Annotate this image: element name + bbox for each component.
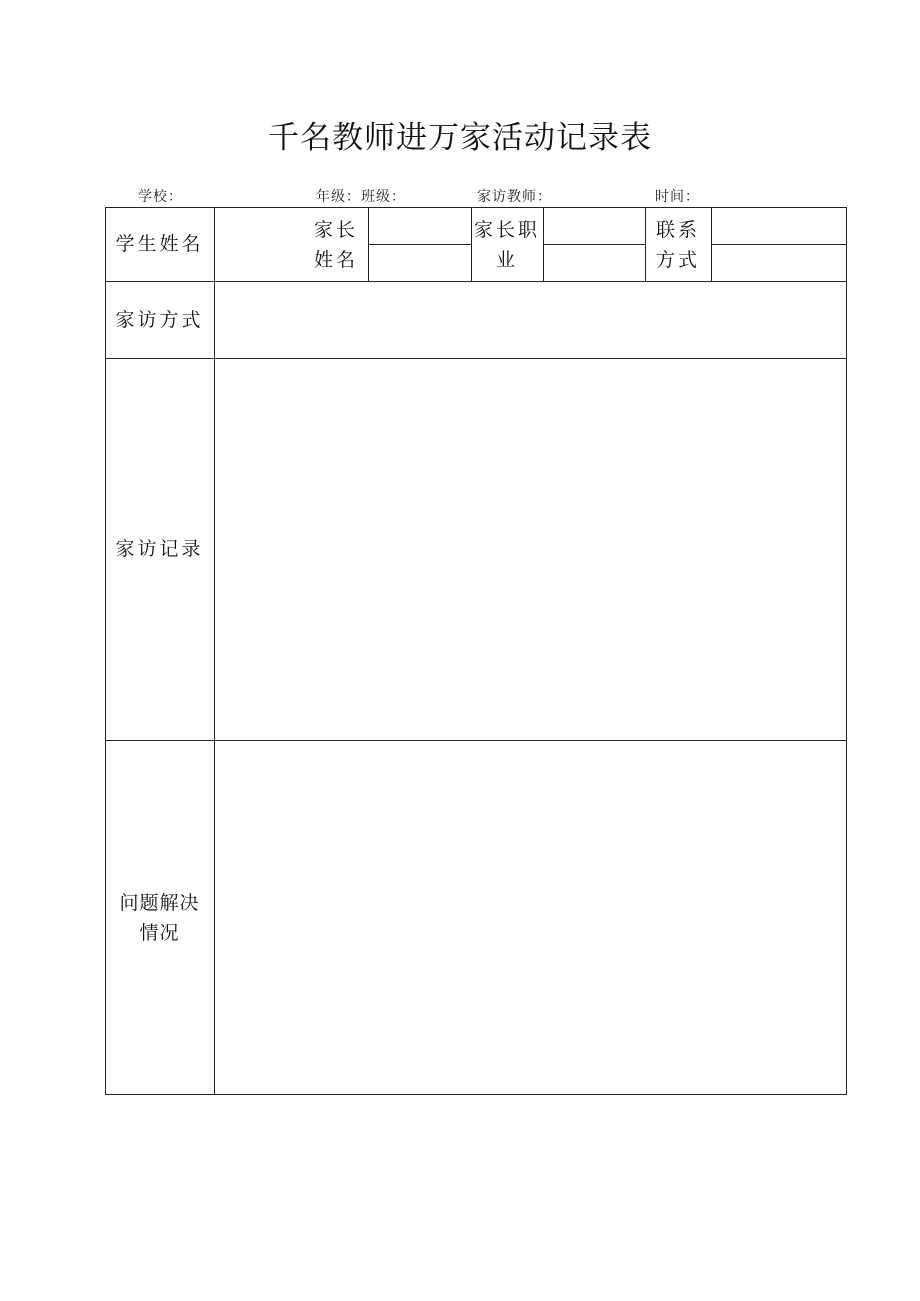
row-divider-3 bbox=[105, 740, 847, 741]
time-label: 时间： bbox=[655, 189, 700, 205]
contact-text-line1: 联系 bbox=[655, 219, 700, 241]
visit-record-text: 家访记录 bbox=[115, 538, 204, 560]
record-table bbox=[105, 207, 847, 1095]
visit-record-label bbox=[105, 358, 214, 740]
problem-resolution-label bbox=[105, 740, 214, 1095]
row-divider-2 bbox=[105, 358, 847, 359]
row-divider-1 bbox=[105, 281, 847, 282]
problem-text-line1: 问题解决 bbox=[119, 891, 200, 914]
grade-class-label: 年级：班级： bbox=[316, 189, 406, 205]
parent-name-text-line1: 家长 bbox=[313, 219, 358, 241]
parent-job-split bbox=[543, 244, 645, 245]
contact-split bbox=[711, 244, 847, 245]
student-name-text: 学生姓名 bbox=[115, 233, 204, 255]
contact-text-line2: 方式 bbox=[655, 249, 700, 271]
page-title: 千名教师进万家活动记录表 bbox=[268, 120, 652, 156]
parent-name-text-line2: 姓名 bbox=[313, 249, 358, 271]
parent-name-label bbox=[298, 215, 368, 275]
label-column-divider bbox=[214, 207, 215, 1095]
teacher-label: 家访教师： bbox=[477, 189, 552, 205]
problem-text-line2: 情况 bbox=[139, 921, 180, 944]
contact-label bbox=[645, 215, 711, 275]
parent-job-text-line2: 业 bbox=[495, 249, 518, 271]
visit-method-text: 家访方式 bbox=[115, 308, 204, 331]
parent-job-text-line1: 家长职 bbox=[473, 219, 540, 241]
visit-method-label bbox=[105, 281, 214, 358]
student-name-label bbox=[105, 207, 214, 281]
parent-job-label bbox=[471, 215, 543, 275]
parent-name-split bbox=[368, 244, 471, 245]
school-label: 学校： bbox=[138, 189, 183, 205]
